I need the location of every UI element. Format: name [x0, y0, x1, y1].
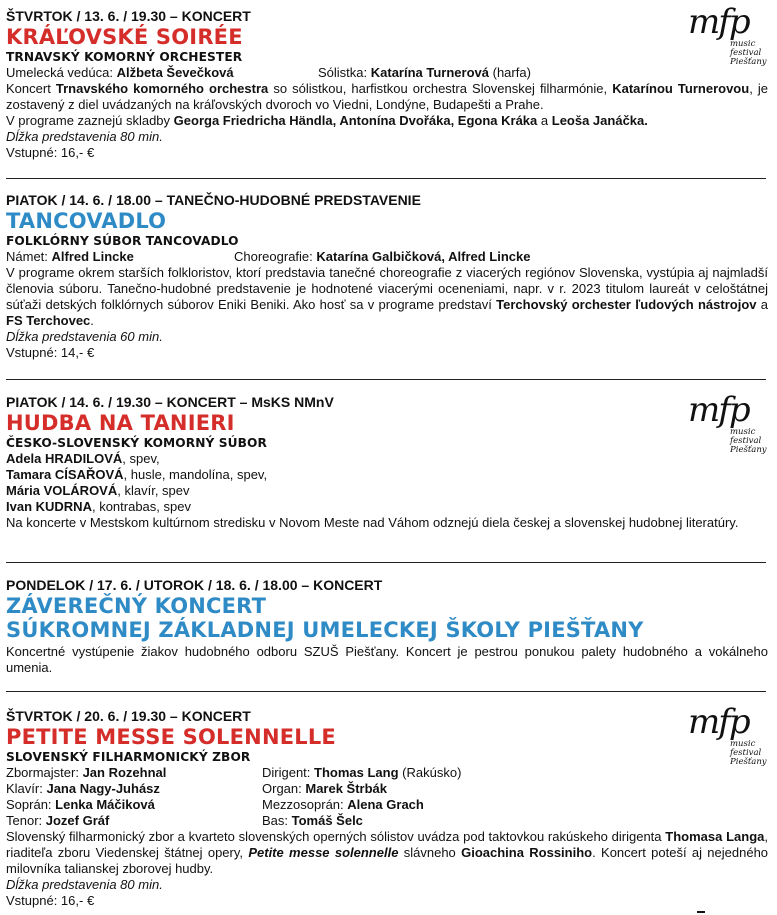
text: V programe zaznejú skladby: [6, 113, 174, 129]
logo-word: Piešťany: [730, 445, 767, 455]
event-tancovadlo: [6, 192, 768, 361]
text-bold-italic: Petite messe solennelle: [248, 845, 399, 861]
event-kralovske-soiree: [6, 8, 768, 161]
event-subtitle: TRNAVSKÝ KOMORNÝ ORCHESTER: [6, 50, 243, 64]
logo-word: music: [730, 739, 756, 749]
text: Slovenský filharmonický zbor a kvarteto slovenských operných sólistov uvádza pod taktovkou rakúskeho dirigenta: [6, 829, 666, 844]
member-role: , spev,: [122, 451, 160, 466]
member-name: Ivan KUDRNA: [6, 499, 92, 514]
credits-row: [6, 797, 768, 813]
event-header: PONDELOK / 17. 6. / UTOROK / 18. 6. / 18.00 – KONCERT: [6, 577, 383, 593]
festival-logo: [688, 704, 768, 768]
logo-word: music: [730, 427, 756, 437]
event-description: Na koncerte v Mestskom kultúrnom stredisku v Novom Meste nad Váhom odznejú diela českej a slovenskej hudobnej literatúry.: [6, 515, 739, 530]
text-bold: Trnavského komorného orchestra: [55, 81, 269, 96]
credit-label: Organ:: [262, 781, 306, 796]
event-program: [6, 113, 768, 129]
event-price: Vstupné: 16,- €: [6, 145, 95, 161]
credit-right: [262, 813, 363, 829]
text: . Koncert poteší aj nejedného milovníka talianskej zborovej hudby.: [6, 845, 769, 877]
credit-label: Soprán:: [6, 797, 56, 812]
credit-label: Námet:: [6, 249, 52, 264]
credit-name: Jozef Gráf: [45, 813, 110, 828]
member-name: Adela HRADILOVÁ: [6, 451, 123, 466]
section-divider: [6, 379, 766, 380]
text: .: [90, 313, 94, 329]
event-price: Vstupné: 16,- €: [6, 893, 95, 909]
credit-label: Zbormajster:: [6, 765, 83, 780]
credit-name: Jana Nagy-Juhász: [46, 781, 160, 796]
credit-name: Alena Grach: [347, 797, 424, 812]
event-title: TANCOVADLO: [6, 209, 167, 233]
text-bold: Terchovský orchester ľudových nástrojov: [496, 297, 757, 313]
event-description: [6, 81, 768, 113]
member-line: [6, 483, 768, 499]
credit-label: Mezzosoprán:: [262, 797, 348, 812]
text: Koncert: [6, 81, 56, 96]
text: slávneho: [398, 845, 462, 861]
credits-row: [6, 781, 768, 797]
logo-word: festival: [730, 748, 762, 758]
credit-name: Thomas Lang: [314, 765, 399, 780]
credit-right: [262, 765, 461, 781]
section-divider: [6, 691, 766, 692]
text: a: [537, 113, 552, 129]
credit-name: Lenka Máčiková: [55, 797, 155, 812]
event-subtitle: FOLKLÓRNY SÚBOR TANCOVADLO: [6, 234, 239, 248]
text-bold: Leoša Janáčka.: [551, 113, 648, 129]
festival-logo: [688, 4, 768, 68]
text: a: [756, 297, 768, 313]
credits-line: [6, 249, 768, 265]
credit-label: Tenor:: [6, 813, 46, 828]
event-header: PIATOK / 14. 6. / 19.30 – KONCERT – MsKS NMnV: [6, 394, 334, 410]
credit-label: Bas:: [262, 813, 292, 828]
event-duration: Dĺžka predstavenia 80 min.: [6, 877, 163, 893]
member-line: [6, 499, 768, 515]
credit-label: Sólistka:: [318, 65, 371, 80]
event-title: KRÁĽOVSKÉ SOIRÉE: [6, 25, 243, 49]
logo-mark: mfp: [688, 702, 749, 742]
event-subtitle: ČESKO-SLOVENSKÝ KOMORNÝ SÚBOR: [6, 436, 267, 450]
event-title-line-2: SÚKROMNEJ ZÁKLADNEJ UMELECKEJ ŠKOLY PIEŠŤANY: [6, 618, 644, 642]
credit-note: (harfa): [489, 65, 531, 80]
member-name: Tamara CÍSAŘOVÁ: [6, 467, 124, 482]
member-role: , kontrabas, spev: [91, 499, 191, 514]
logo-mark: mfp: [688, 390, 749, 430]
logo-word: festival: [730, 436, 762, 446]
event-title: PETITE MESSE SOLENNELLE: [6, 725, 336, 749]
event-description: Koncertné vystúpenie žiakov hudobného odboru SZUŠ Piešťany. Koncert je pestrou ponukou palety hudobného a vokálneho umenia.: [6, 644, 768, 676]
event-petite-messe-solennelle: [6, 708, 768, 909]
text-bold: Gioachina Rossiniho: [461, 845, 593, 861]
member-role: , husle, mandolína, spev,: [123, 467, 268, 482]
event-header: ŠTVRTOK / 20. 6. / 19.30 – KONCERT: [6, 708, 251, 724]
text: V programe okrem starších folkloristov, ktorí predstavia tanečné choreografie z viacerých regiónov Slovenska, vystúpia aj najmladší členovia súboru. Tanečno-hudobné predstavenie je hodnotené viacerými oceneniami, napr. v r. 2023 titulom laureát v celoštátnej súťaži detských folklórnych súborov Eniki Beniki. Ako hosť sa v programe predstaví: [6, 265, 768, 313]
festival-logo: [688, 392, 768, 456]
event-price: Vstupné: 14,- €: [6, 345, 95, 361]
section-divider: [6, 562, 766, 563]
logo-word: Piešťany: [730, 757, 767, 767]
credit-label: Umelecká vedúca:: [6, 65, 117, 80]
event-title: HUDBA NA TANIERI: [6, 411, 235, 435]
credit-right: [262, 781, 387, 797]
event-description: [6, 265, 768, 329]
credits-row: [6, 765, 768, 781]
credit-right: [262, 797, 424, 813]
event-header: ŠTVRTOK / 13. 6. / 19.30 – KONCERT: [6, 8, 251, 24]
member-line: [6, 467, 768, 483]
credit-name: Jan Rozehnal: [82, 765, 167, 780]
credit-label: Choreografie:: [234, 249, 317, 264]
event-header: PIATOK / 14. 6. / 18.00 – TANEČNO-HUDOBNÉ PREDSTAVENIE: [6, 192, 421, 208]
credit-name: Marek Štrbák: [305, 781, 388, 796]
logo-word: music: [730, 39, 756, 49]
corner-mark: [697, 911, 705, 913]
member-name: Mária VOLÁROVÁ: [6, 483, 118, 498]
event-title: ZÁVEREČNÝ KONCERT: [6, 594, 267, 618]
event-description: [6, 829, 768, 877]
text: , je zostavený z diel uvádzaných na kráľovských dvoroch vo Viedni, Londýne, Budapešti a Prahe.: [6, 81, 768, 113]
credits-line: [6, 65, 768, 81]
credit-name: Alfred Lincke: [51, 249, 134, 264]
event-subtitle: SLOVENSKÝ FILHARMONICKÝ ZBOR: [6, 750, 251, 764]
text-bold: FS Terchovec: [6, 313, 91, 329]
event-duration: Dĺžka predstavenia 60 min.: [6, 329, 163, 345]
member-line: [6, 451, 768, 467]
text: so sólistkou, harfistkou orchestra Slovenskej filharmónie,: [268, 81, 613, 96]
member-role: , klavír, spev: [117, 483, 190, 498]
logo-word: Piešťany: [730, 57, 767, 67]
text: , riaditeľa zboru Viedenskej štátnej opery,: [6, 829, 768, 861]
soloist-credit: [318, 65, 531, 81]
credit-name: Tomáš Šelc: [291, 813, 363, 828]
logo-word: festival: [730, 48, 762, 58]
event-hudba-na-tanieri: [6, 390, 768, 531]
text-bold: Thomasa Langa: [665, 829, 765, 844]
credit-name: Katarína Turnerová: [370, 65, 489, 80]
text-bold: Georga Friedricha Händla, Antonína Dvořáka, Egona Kráka: [173, 113, 538, 129]
credit-name: Alžbeta Ševečková: [116, 65, 234, 80]
credit-name: Katarína Galbičková, Alfred Lincke: [316, 249, 531, 264]
choreography-credit: [234, 249, 530, 265]
credit-label: Dirigent:: [262, 765, 315, 780]
credits-row: [6, 813, 768, 829]
text-bold: Katarínou Turnerovou: [612, 81, 750, 96]
section-divider: [6, 178, 766, 179]
event-duration: Dĺžka predstavenia 80 min.: [6, 129, 163, 145]
credit-note: (Rakúsko): [398, 765, 462, 780]
event-zaverecny-koncert: [6, 577, 768, 676]
credit-label: Klavír:: [6, 781, 47, 796]
logo-mark: mfp: [688, 2, 749, 42]
